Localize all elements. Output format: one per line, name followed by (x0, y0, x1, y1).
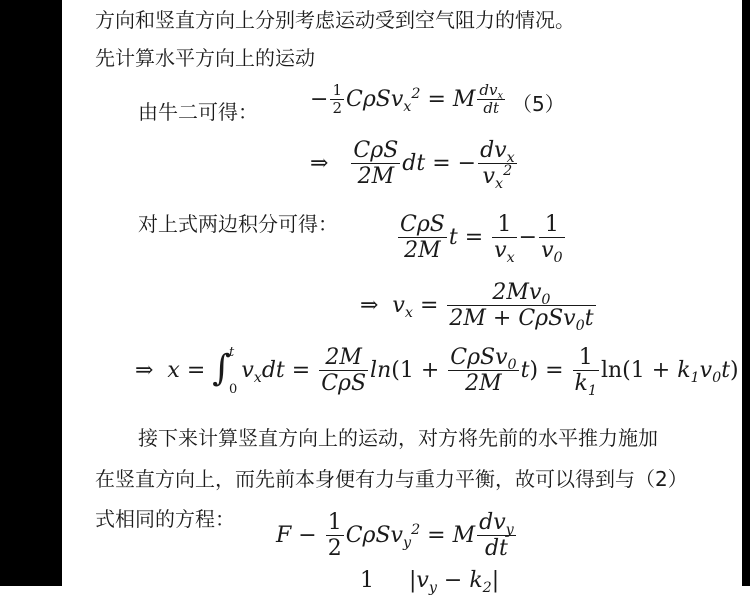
equation-partial-cutoff: 1 $|v_y - k_2|$ (360, 568, 500, 596)
integrate-label: 对上式两边积分可得： (138, 212, 338, 236)
equation-integrated: $\frac{\text{CρS}}{2M}$ t = $\frac{1}{v_x}$ − $\frac{1}{v_0}$ (400, 212, 563, 267)
right-border-bar (742, 0, 750, 586)
equation-vertical: F − $\frac{1}{2}$ CρSv$_y^2$ = M $\frac{dv_y}{dt}$ (276, 510, 514, 562)
paragraph-3-line-1: 接下来计算竖直方向上的运动，对方将先前的水平推力施加 (138, 426, 658, 450)
equation-separated: ⇒ $\frac{\text{CρS}}{2M}$ dt = − $\frac{dv_x}{v_x^2}$ (310, 138, 515, 193)
equation-5: − $\frac{1}{2}$ CρSv$_x^2$ = M $\frac{dv_x}{dt}$ (310, 81, 503, 118)
left-border-bar (0, 0, 62, 586)
equation-vx: ⇒ $v_x$ = $\frac{2Mv_0}{2M + C\rho Sv_0t}$ (360, 280, 594, 335)
paragraph-3-line-2: 在竖直方向上，而先前本身便有力与重力平衡，故可以得到与（2） (95, 467, 688, 491)
newton-label: 由牛二可得： (138, 100, 258, 124)
text-line-1: 方向和竖直方向上分别考虑运动受到空气阻力的情况。 (95, 8, 575, 32)
paragraph-3-line-3: 式相同的方程： (95, 507, 235, 531)
text-line-2: 先计算水平方向上的运动 (95, 46, 315, 70)
equation-number: （5） (512, 92, 565, 116)
equation-x-position: ⇒ x = ∫ t 0 $v_xdt$ = $\frac{2M}{\text{CρS}}$ ln(1 + $\frac{C\rho Sv_0}{2M}$ t) = $\frac{1}{k_1}$ $\ln(1 + k_1v_0t)$ (135, 344, 739, 400)
